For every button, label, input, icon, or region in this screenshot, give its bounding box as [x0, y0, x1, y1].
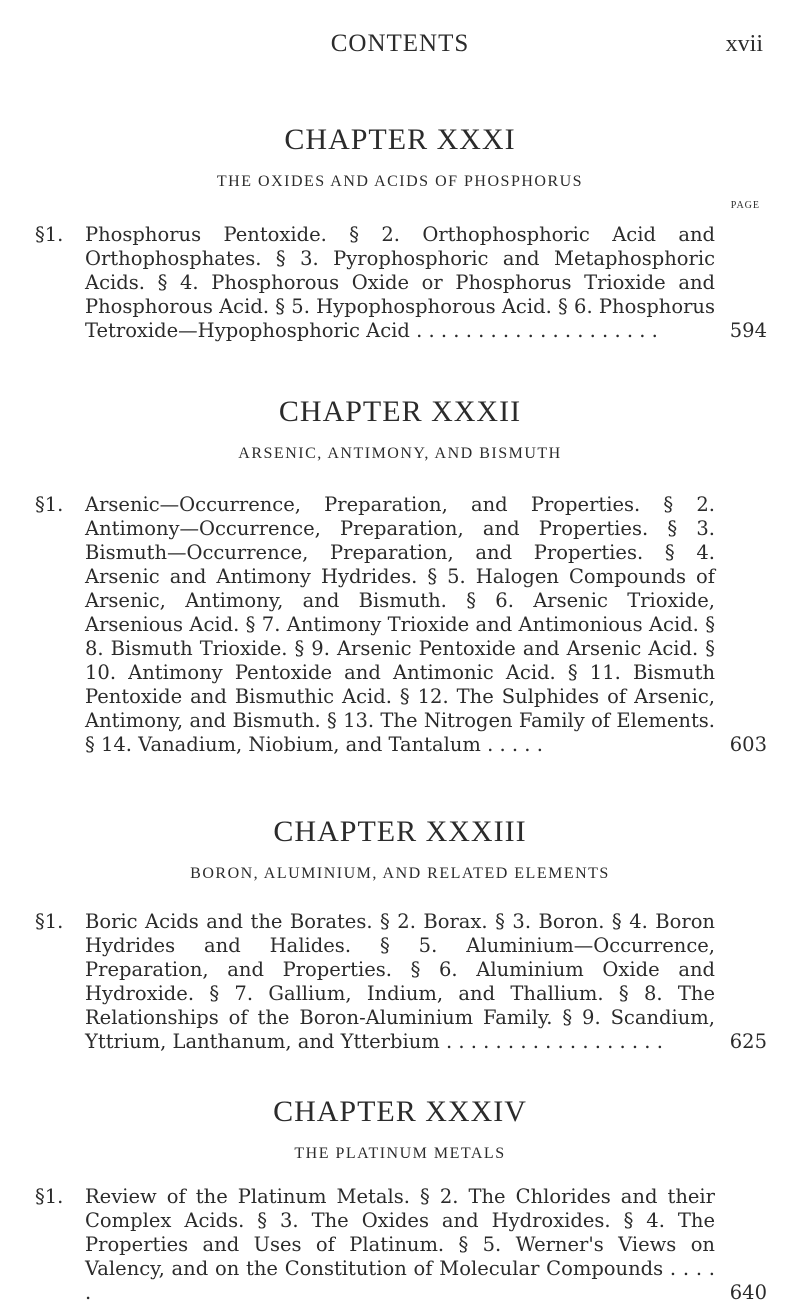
chapter-34	[0, 1094, 800, 1164]
running-title: CONTENTS	[330, 30, 470, 57]
chapter-title: CHAPTER XXXII	[278, 395, 522, 428]
entry-text: Review of the Platinum Metals. § 2. The Chlorides and their Complex Acids. § 3. The Oxides and Hydroxides. § 4. The Properties and Uses of Platinum. § 5. Werner's Views on Valency, and on the Constitution of Molecular Compounds . . . . .	[85, 1185, 715, 1304]
chapter-title: CHAPTER XXXIII	[273, 815, 527, 848]
chapter-subtitle: BORON, ALUMINIUM, AND RELATED ELEMENTS	[190, 865, 610, 882]
entry-text: Arsenic—Occurrence, Preparation, and Properties. § 2. Antimony—Occurrence, Preparation, and Properties. § 3. Bismuth—Occurrence, Preparation, and Properties. § 4. Arsenic and Antimony Hydrides. § 5. Halogen Compounds of Arsenic, Antimony, and Bismuth. § 6. Arsenic Trioxide, Arsenious Acid. § 7. Antimony Trioxide and Antimonious Acid. § 8. Bismuth Trioxide. § 9. Arsenic Pentoxide and Arsenic Acid. § 10. Antimony Pentoxide and Antimonic Acid. § 11. Bismuth Pentoxide and Bismuthic Acid. § 12. The Sulphides of Arsenic, Antimony, and Bismuth. § 13. The Nitrogen Family of Elements. § 14. Vanadium, Niobium, and Tantalum . . . . .	[85, 493, 715, 756]
page-column-label: PAGE	[730, 200, 760, 211]
page-number: 640	[729, 1281, 767, 1304]
chapter-32	[0, 394, 800, 464]
entry-text: Phosphorus Pentoxide. § 2. Orthophosphoric Acid and Orthophosphates. § 3. Pyrophosphoric and Metaphosphoric Acids. § 4. Phosphorous Oxide or Phosphorus Trioxide and Phosphorous Acid. § 5. Hypophosphorous Acid. § 6. Phosphorus Tetroxide—Hypophosphoric Acid . . . . . . . . . . . . . . . . . . . .	[85, 223, 715, 342]
section-marker: §1.	[35, 1185, 64, 1208]
toc-entry	[35, 223, 767, 343]
page-number: 594	[729, 319, 767, 342]
chapter-subtitle: THE OXIDES AND ACIDS OF PHOSPHORUS	[216, 173, 584, 190]
toc-entry	[35, 910, 767, 1054]
chapter-title: CHAPTER XXXIV	[273, 1095, 527, 1128]
section-marker: §1.	[35, 493, 64, 516]
chapter-title: CHAPTER XXXI	[284, 123, 516, 156]
section-marker: §1.	[35, 910, 64, 933]
page-number: 603	[729, 733, 767, 756]
section-marker: §1.	[35, 223, 64, 246]
toc-entry	[35, 1185, 767, 1305]
toc-entry	[35, 493, 767, 757]
page-number: 625	[729, 1030, 767, 1053]
chapter-33	[0, 814, 800, 884]
running-head	[0, 30, 800, 64]
entry-text: Boric Acids and the Borates. § 2. Borax. § 3. Boron. § 4. Boron Hydrides and Halides. § 5. Aluminium—Occurrence, Preparation, and Properties. § 6. Aluminium Oxide and Hydroxide. § 7. Gallium, Indium, and Thallium. § 8. The Relationships of the Boron-Aluminium Family. § 9. Scandium, Yttrium, Lanthanum, and Ytterbium . . . . . . . . . . . . . . . . . .	[85, 910, 715, 1053]
chapter-subtitle: THE PLATINUM METALS	[294, 1145, 506, 1162]
chapter-31	[0, 122, 800, 211]
page-folio: xvii	[725, 31, 763, 57]
chapter-subtitle: ARSENIC, ANTIMONY, AND BISMUTH	[238, 445, 562, 462]
